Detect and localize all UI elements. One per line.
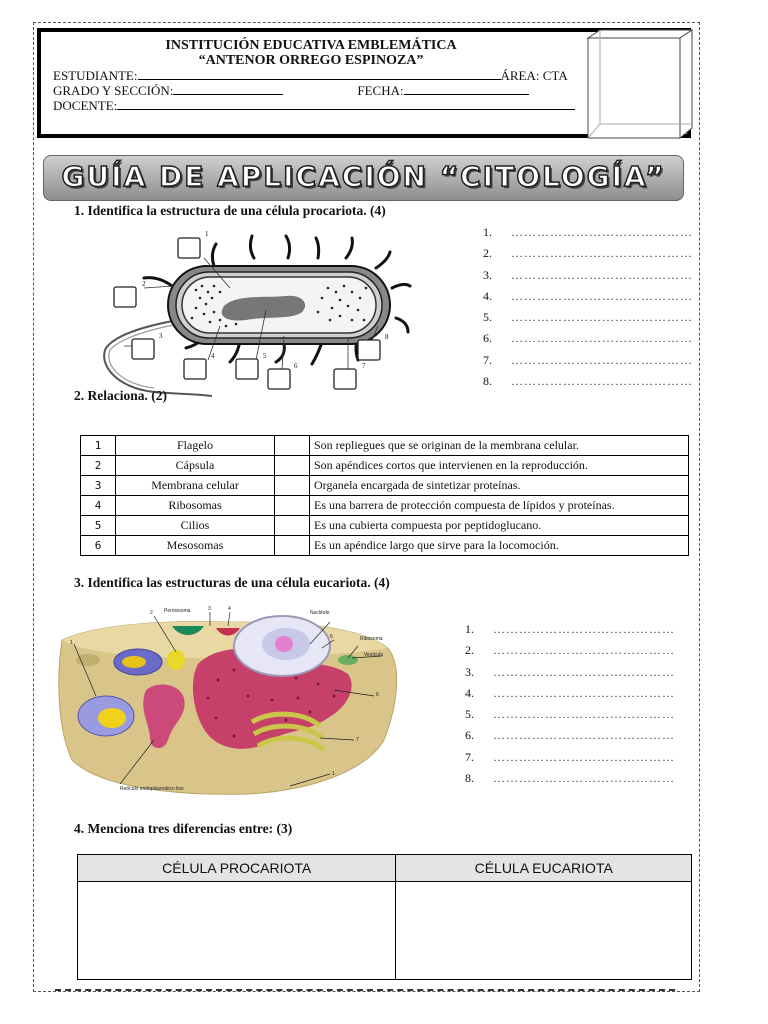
callout-box-7[interactable] xyxy=(334,369,356,389)
callout-num: 4 xyxy=(228,606,231,612)
title-banner xyxy=(43,155,684,201)
row-number: 5 xyxy=(81,516,116,536)
callout-box-3[interactable] xyxy=(132,339,154,359)
row-number: 1 xyxy=(81,436,116,456)
row-term: Cilios xyxy=(116,516,275,536)
q1-answer-list xyxy=(483,222,693,392)
callout-num: 3 xyxy=(159,332,163,340)
answer-line[interactable]: 8. …………………………………… xyxy=(483,374,693,389)
question-3: 3. Identifica las estructuras de una célula eucariota. (4) xyxy=(74,575,390,590)
student-line xyxy=(53,68,568,84)
row-term: Mesosomas xyxy=(116,536,275,556)
teacher-field[interactable] xyxy=(117,109,575,110)
institution-title: INSTITUCIÓN EDUCATIVA EMBLEMÁTICA xyxy=(165,38,457,53)
header-prokaryotic: CÉLULA PROCARIOTA xyxy=(78,855,396,882)
callout-box-5[interactable] xyxy=(236,359,258,379)
table-row xyxy=(81,436,689,456)
table-row xyxy=(81,536,689,556)
prokaryotic-answer-cell[interactable] xyxy=(78,882,396,980)
answer-line[interactable]: 7. …………………………………… xyxy=(465,749,675,764)
label-vesicula: Vesícula xyxy=(364,652,383,658)
relation-table xyxy=(80,435,689,556)
question-2: 2. Relaciona. (2) xyxy=(74,388,167,403)
callout-num: 1 xyxy=(70,640,73,646)
answer-line[interactable]: 6. …………………………………… xyxy=(483,331,693,346)
row-number: 4 xyxy=(81,496,116,516)
label-ribosoma: Ribosoma xyxy=(360,636,383,642)
answer-line[interactable]: 5. …………………………………… xyxy=(483,310,693,325)
row-definition: Es una cubierta compuesta por peptidoglucano. xyxy=(310,516,689,536)
label-reticulo: Retículo endoplasmático liso xyxy=(120,786,184,792)
row-definition: Son apéndices cortos que intervienen en la reproducción. xyxy=(310,456,689,476)
row-term: Ribosomas xyxy=(116,496,275,516)
teacher-line xyxy=(53,98,575,114)
callout-num: 3 xyxy=(208,606,211,612)
table-row xyxy=(78,882,692,980)
row-definition: Son repliegues que se originan de la membrana celular. xyxy=(310,436,689,456)
grade-field[interactable] xyxy=(173,94,283,95)
callout-num: 4 xyxy=(211,352,215,360)
row-definition: Es una barrera de protección compuesta de lípidos y proteínas. xyxy=(310,496,689,516)
callout-box-8[interactable] xyxy=(358,340,380,360)
callout-num: 1 xyxy=(205,230,209,238)
row-number: 2 xyxy=(81,456,116,476)
school-name: “ANTENOR ORREGO ESPINOZA” xyxy=(198,53,424,68)
answer-line[interactable]: 1. …………………………………… xyxy=(465,622,675,636)
differences-table xyxy=(77,854,692,980)
student-label: ESTUDIANTE: xyxy=(53,68,138,83)
eukaryotic-cell-diagram xyxy=(58,600,414,802)
table-row xyxy=(81,476,689,496)
answer-line[interactable]: 8. …………………………………… xyxy=(465,771,675,786)
guide-title: GUÍA DE APLICACIÓN “CITOLOGÍA” xyxy=(61,160,666,193)
grade-line xyxy=(53,83,529,99)
callout-box-2[interactable] xyxy=(114,287,136,307)
callout-num: 2 xyxy=(150,610,153,616)
eukaryotic-answer-cell[interactable] xyxy=(396,882,692,980)
label-nucleolo: Nucléolo xyxy=(310,610,330,616)
callout-num: 6 xyxy=(376,692,379,698)
question-4: 4. Menciona tres diferencias entre: (3) xyxy=(74,821,293,836)
bottom-divider xyxy=(55,989,675,991)
header-eukaryotic: CÉLULA EUCARIOTA xyxy=(396,855,692,882)
answer-line[interactable]: 2. …………………………………… xyxy=(465,643,675,658)
answer-line[interactable]: 3. …………………………………… xyxy=(483,267,693,282)
callout-num: 5 xyxy=(263,352,267,360)
callout-num: 7 xyxy=(356,737,359,743)
callout-box-6[interactable] xyxy=(268,369,290,389)
row-number: 3 xyxy=(81,476,116,496)
label-peroxisoma: Peroxisoma xyxy=(164,608,191,614)
teacher-label: DOCENTE: xyxy=(53,98,118,113)
table-row xyxy=(81,516,689,536)
answer-line[interactable]: 4. …………………………………… xyxy=(465,685,675,700)
callout-num: 6 xyxy=(294,362,298,370)
answer-cell[interactable] xyxy=(275,496,310,516)
answer-cell[interactable] xyxy=(275,436,310,456)
callout-num: 5 xyxy=(330,634,333,640)
student-field[interactable] xyxy=(138,79,501,80)
table-header-row xyxy=(78,855,692,882)
grade-label: GRADO Y SECCIÓN: xyxy=(53,83,174,98)
row-term: Flagelo xyxy=(116,436,275,456)
answer-line[interactable]: 4. …………………………………… xyxy=(483,288,693,303)
callout-box-1[interactable] xyxy=(178,238,200,258)
area-label: ÁREA: CTA xyxy=(500,68,568,83)
answer-cell[interactable] xyxy=(275,516,310,536)
answer-cell[interactable] xyxy=(275,456,310,476)
row-number: 6 xyxy=(81,536,116,556)
callout-num: 1 xyxy=(332,771,335,777)
date-field[interactable] xyxy=(404,94,529,95)
row-term: Cápsula xyxy=(116,456,275,476)
table-row xyxy=(81,496,689,516)
callout-num: 8 xyxy=(385,333,389,341)
row-definition: Organela encargada de sintetizar proteínas. xyxy=(310,476,689,496)
answer-line[interactable]: 1. …………………………………… xyxy=(483,225,693,239)
question-1: 1. Identifica la estructura de una célula procariota. (4) xyxy=(74,203,386,218)
callout-num: 2 xyxy=(142,280,146,288)
answer-cell[interactable] xyxy=(275,476,310,496)
row-definition: Es un apéndice largo que sirve para la locomoción. xyxy=(310,536,689,556)
answer-line[interactable]: 3. …………………………………… xyxy=(465,664,675,679)
answer-line[interactable]: 6. …………………………………… xyxy=(465,728,675,743)
date-label: FECHA: xyxy=(357,83,404,98)
answer-line[interactable]: 5. …………………………………… xyxy=(465,707,675,722)
prokaryotic-cell-diagram xyxy=(96,228,416,400)
answer-line[interactable]: 2. …………………………………… xyxy=(483,246,693,261)
row-term: Membrana celular xyxy=(116,476,275,496)
callout-num: 7 xyxy=(362,362,366,370)
table-row xyxy=(81,456,689,476)
cube-logo-box xyxy=(586,28,694,140)
answer-cell[interactable] xyxy=(275,536,310,556)
answer-line[interactable]: 7. …………………………………… xyxy=(483,352,693,367)
q3-answer-list xyxy=(465,619,675,789)
callout-box-4[interactable] xyxy=(184,359,206,379)
